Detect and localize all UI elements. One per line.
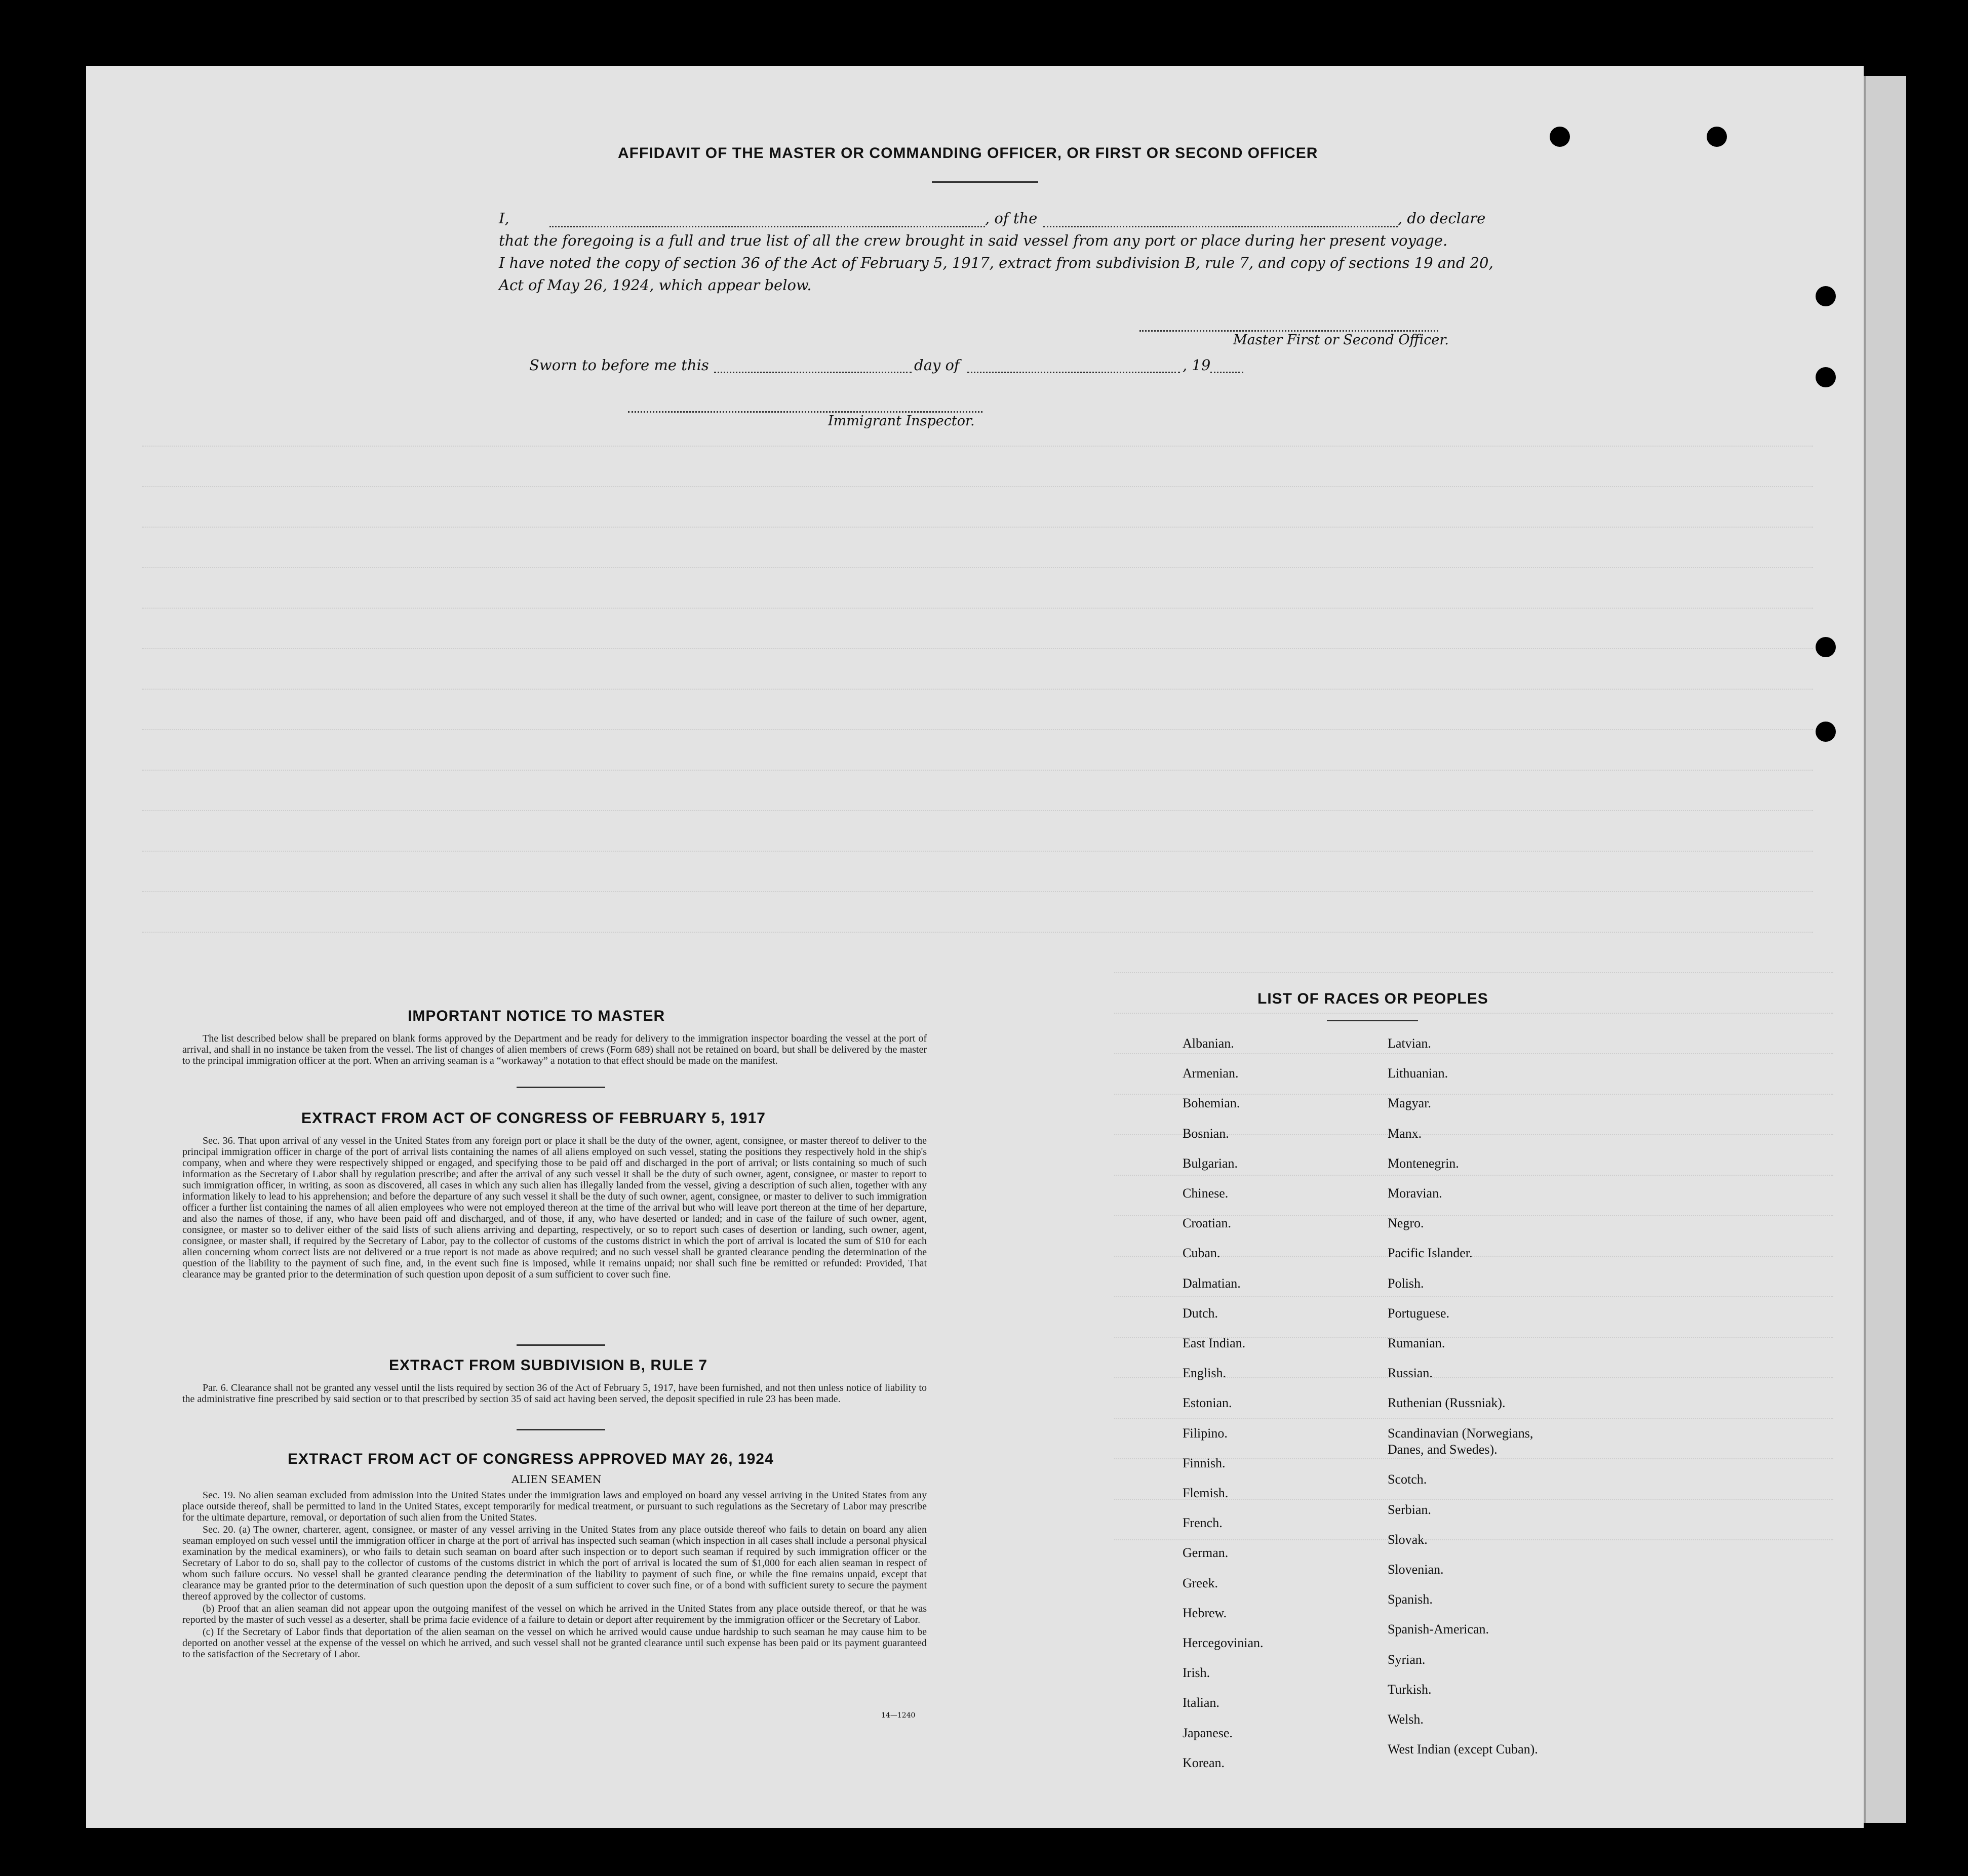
race-item: Turkish. xyxy=(1388,1682,1432,1697)
bleed-through-row xyxy=(1114,972,1833,973)
race-item: French. xyxy=(1183,1515,1223,1530)
race-item: Welsh. xyxy=(1388,1712,1424,1727)
vessel-field[interactable] xyxy=(1043,226,1398,227)
race-item: Polish. xyxy=(1388,1276,1424,1291)
sec36-paragraph: Sec. 36. That upon arrival of any vessel in the United States from any foreign port or place it shall be the duty of the owner, agent, consignee, or master thereof to deliver to the principal immigration officer in charge of the port of arrival lists containing the names of all aliens employed on such vessel, stating the positions they respectively hold in the ship's company, when and where they were respectively shipped or engaged, and specifying those to be paid off and discharged in the port of arrival; or lists containing so much of such information as the Secretary of Labor shall by regulation prescribe; and after the arrival of any such vessel it shall be the duty of such owner, agent, consignee, or master to report to such immigration officer, in writing, as soon as discovered, all cases in which any such alien has illegally landed from the vessel, giving a description of such alien, together with any information likely to lead to his apprehension; and before the departure of any such vessel it shall be the duty of such owner, agent, consignee, or master to deliver to such immigration officer a further list containing the names of all alien employees who were not employed thereon at the time of the arrival but who will leave port thereon at the time of her departure, and also the names of those, if any, who have been paid off and discharged, and of those, if any, who have deserted or landed; and in case of the failure of such owner, agent, consignee, or master so to deliver either of the said lists of such aliens arriving and departing, respectively, or so to report such cases of desertion or landing, such owner, agent, consignee, or master shall, if required by the Secretary of Labor, pay to the collector of customs of the customs district in which the port of arrival is located the sum of $10 for each alien concerning whom correct lists are not delivered or a true report is not made as above required; and no such vessel shall be granted clearance pending the determination of the question of the liability to the payment of such fine, and, in the event such fine is imposed, while it remains unpaid; nor shall such fine be remitted or refunded: Provided, That clearance may be granted prior to the determination of such question upon deposit of a sum sufficient to cover such fine. xyxy=(182,1135,927,1280)
race-item: Korean. xyxy=(1183,1755,1225,1770)
bleed-through-row xyxy=(1114,1256,1833,1257)
master-label: Master First or Second Officer. xyxy=(1233,332,1449,348)
bleed-through-row xyxy=(142,446,1813,447)
race-item: Bosnian. xyxy=(1183,1126,1229,1141)
sec19-paragraph: Sec. 19. No alien seaman excluded from admission into the United States under the immigration laws and employed on board any vessel arriving in the United States from any place outside thereof, shall be permitted to land in the United States, except temporarily for medical treatment, or pursuant to such regulations as the Secretary of Labor may prescribe for the ultimate departure, removal, or deportation of such alien from the United States. xyxy=(182,1490,927,1523)
notice-title: IMPORTANT NOTICE TO MASTER xyxy=(408,1008,665,1024)
inspector-signature-field[interactable] xyxy=(628,411,982,413)
race-item: Hercegovinian. xyxy=(1183,1635,1264,1650)
bleed-through-row xyxy=(142,689,1813,690)
binder-hole xyxy=(1816,722,1836,742)
race-item: Greek. xyxy=(1183,1576,1218,1590)
race-item: Latvian. xyxy=(1388,1036,1431,1051)
section-divider xyxy=(517,1344,605,1346)
extract-1917-text xyxy=(182,1135,927,1281)
sworn-month-field[interactable] xyxy=(967,372,1180,373)
bleed-through-row xyxy=(142,729,1813,730)
race-item: Syrian. xyxy=(1388,1652,1426,1667)
race-item: Armenian. xyxy=(1183,1066,1239,1081)
race-item: West Indian (except Cuban). xyxy=(1388,1742,1538,1757)
race-item: Scotch. xyxy=(1388,1472,1427,1487)
race-item: Hebrew. xyxy=(1183,1606,1227,1620)
race-item: Rumanian. xyxy=(1388,1336,1445,1350)
inspector-label: Immigrant Inspector. xyxy=(828,413,975,429)
par6-paragraph: Par. 6. Clearance shall not be granted any vessel until the lists required by section 36 of the Act of February 5, 1917, have been furnished, and not then unless notice of liability to the administrative fine prescribed by said section or to that prescribed by section 35 of said act having been served, the deposit specified in rule 23 has been made. xyxy=(182,1382,927,1405)
race-item: Chinese. xyxy=(1183,1186,1229,1201)
race-item: Portuguese. xyxy=(1388,1306,1450,1321)
bleed-through-row xyxy=(142,608,1813,609)
bleed-through-row xyxy=(1114,1296,1833,1297)
bleed-through-row xyxy=(142,770,1813,771)
rule7-text xyxy=(182,1382,927,1406)
race-item: East Indian. xyxy=(1183,1336,1246,1350)
bleed-through-row xyxy=(142,810,1813,811)
race-item: Russian. xyxy=(1388,1366,1433,1380)
extract-1917-title: EXTRACT FROM ACT OF CONGRESS OF FEBRUARY 5, 1917 xyxy=(301,1110,766,1127)
master-signature-field[interactable] xyxy=(1139,330,1438,332)
race-item: English. xyxy=(1183,1366,1226,1380)
binder-hole xyxy=(1707,127,1727,147)
bleed-through-row xyxy=(1114,1094,1833,1095)
race-item: Lithuanian. xyxy=(1388,1066,1448,1081)
race-item: Spanish-American. xyxy=(1388,1622,1489,1636)
bleed-through-row xyxy=(1114,1175,1833,1176)
race-item: Italian. xyxy=(1183,1695,1219,1710)
binder-hole xyxy=(1816,367,1836,387)
race-item: Croatian. xyxy=(1183,1216,1232,1230)
section-divider xyxy=(517,1087,605,1088)
affidavit-line3: I have noted the copy of section 36 of the Act of February 5, 1917, extract from subdivision B, rule 7, and copy of sections 19 and 20, xyxy=(499,254,1493,271)
title-underline xyxy=(932,181,1038,183)
of-the-label: , of the xyxy=(985,210,1038,227)
race-item: Cuban. xyxy=(1183,1246,1221,1260)
extract-1924-text xyxy=(182,1490,927,1661)
race-item: Slovak. xyxy=(1388,1532,1428,1547)
affidavit-line2: that the foregoing is a full and true list of all the crew brought in said vessel from any port or place during her present voyage. xyxy=(499,232,1448,249)
race-item: Montenegrin. xyxy=(1388,1156,1459,1171)
race-item: German. xyxy=(1183,1545,1229,1560)
rule7-title: EXTRACT FROM SUBDIVISION B, RULE 7 xyxy=(389,1357,708,1374)
race-item: Dalmatian. xyxy=(1183,1276,1241,1291)
bleed-through-row xyxy=(142,567,1813,568)
extract-1924-title: EXTRACT FROM ACT OF CONGRESS APPROVED MAY 26, 1924 xyxy=(288,1451,774,1467)
races-title: LIST OF RACES OR PEOPLES xyxy=(1257,990,1488,1007)
declare-label: , do declare xyxy=(1398,210,1486,227)
bleed-through-row xyxy=(1114,1053,1833,1054)
bleed-through-row xyxy=(142,932,1813,933)
notice-text xyxy=(182,1033,927,1067)
race-item: Magyar. xyxy=(1388,1096,1431,1110)
bleed-through-row xyxy=(142,851,1813,852)
race-item: Manx. xyxy=(1388,1126,1422,1141)
race-item: Pacific Islander. xyxy=(1388,1246,1473,1260)
form-number: 14—1240 xyxy=(881,1711,916,1720)
race-item: Spanish. xyxy=(1388,1592,1433,1607)
race-item: Scandinavian (Norwegians, xyxy=(1388,1426,1533,1441)
race-item: Filipino. xyxy=(1183,1426,1228,1441)
race-item: Japanese. xyxy=(1183,1726,1233,1740)
notice-paragraph: The list described below shall be prepared on blank forms approved by the Department and be ready for delivery to the immigration inspector boarding the vessel at the port of arrival, and shall in no instance be taken from the vessel. The list of changes of alien members of crews (Form 689) shall not be retained on board, but shall be delivered by the master to the principal immigration officer at the port. When an arriving seaman is a “workaway” a notation to that effect should be made on the manifest. xyxy=(182,1033,927,1066)
affidavit-line4: Act of May 26, 1924, which appear below. xyxy=(499,276,812,294)
bleed-through-row xyxy=(142,527,1813,528)
bleed-through-row xyxy=(1114,1539,1833,1540)
binder-hole xyxy=(1816,637,1836,657)
bleed-through-row xyxy=(142,486,1813,487)
race-item: Irish. xyxy=(1183,1665,1210,1680)
race-item: Finnish. xyxy=(1183,1456,1226,1470)
year-label: , 19 xyxy=(1183,356,1211,374)
race-item: Albanian. xyxy=(1183,1036,1234,1051)
races-title-underline xyxy=(1327,1020,1418,1021)
sec20c-paragraph: (c) If the Secretary of Labor finds that deportation of the alien seaman on the vessel on which he arrived would cause undue hardship to such seaman he may cause him to be deported on another vessel at the expense of the vessel on which he arrived, and such vessel shall not be granted clearance until such expense has been paid or its payment guaranteed to the satisfaction of the Secretary of Labor. xyxy=(182,1626,927,1660)
bleed-through-row xyxy=(1114,1418,1833,1419)
day-of-label: day of xyxy=(914,356,960,374)
race-item: Bulgarian. xyxy=(1183,1156,1238,1171)
race-item: Flemish. xyxy=(1183,1486,1229,1500)
race-item: Moravian. xyxy=(1388,1186,1442,1201)
binder-hole xyxy=(1550,127,1570,147)
affidavit-i-label: I, xyxy=(499,210,509,227)
race-item: Danes, and Swedes). xyxy=(1388,1442,1498,1457)
sec20a-paragraph: Sec. 20. (a) The owner, charterer, agent, consignee, or master of any vessel arriving in the United States from any place outside thereof who fails to detain on board any alien seaman employed on such vessel until the immigration officer in charge at the port of arrival has inspected such seaman (which inspection in all cases shall include a personal physical examination by the medical examiners), or who fails to detain such seaman on board after such inspection or to deport such seaman if required by such immigration officer or the Secretary of Labor to do so, shall pay to the collector of customs of the customs district in which the port of arrival is located the sum of $1,000 for each alien seaman in respect of whom such failure occurs. No vessel shall be granted clearance pending the determination of the liability to payment of such fine, or while the fine remains unpaid, except that clearance may be granted prior to the determination of such question upon the deposit of a sum sufficient to cover such fine, or of a bond with sufficient surety to secure the payment thereof approved by the collector of customs. xyxy=(182,1524,927,1602)
sworn-label: Sworn to before me this xyxy=(529,356,709,374)
race-item: Dutch. xyxy=(1183,1306,1218,1321)
section-divider xyxy=(517,1429,605,1430)
race-item: Estonian. xyxy=(1183,1395,1232,1410)
race-item: Slovenian. xyxy=(1388,1562,1444,1577)
affidavit-title: AFFIDAVIT OF THE MASTER OR COMMANDING OFFICER, OR FIRST OR SECOND OFFICER xyxy=(618,145,1318,162)
sworn-year-field[interactable] xyxy=(1210,372,1243,373)
race-item: Serbian. xyxy=(1388,1502,1431,1517)
sec20b-paragraph: (b) Proof that an alien seaman did not appear upon the outgoing manifest of the vessel on which he arrived in the United States from any place outside thereof, or that he was reported by the master of such vessel as a deserter, shall be prima facie evidence of a failure to detain or deport after requirement by the immigration officer or the Secretary of Labor. xyxy=(182,1603,927,1625)
race-item: Negro. xyxy=(1388,1216,1424,1230)
back-page-edge xyxy=(1864,76,1906,1823)
bleed-through-row xyxy=(142,648,1813,649)
alien-seamen-subtitle: ALIEN SEAMEN xyxy=(511,1473,602,1486)
race-item: Bohemian. xyxy=(1183,1096,1240,1110)
name-field[interactable] xyxy=(549,226,985,227)
race-item: Ruthenian (Russniak). xyxy=(1388,1395,1506,1410)
bleed-through-row xyxy=(142,891,1813,892)
binder-hole xyxy=(1816,286,1836,306)
bleed-through-row xyxy=(1114,1013,1833,1014)
sworn-day-field[interactable] xyxy=(714,372,912,373)
